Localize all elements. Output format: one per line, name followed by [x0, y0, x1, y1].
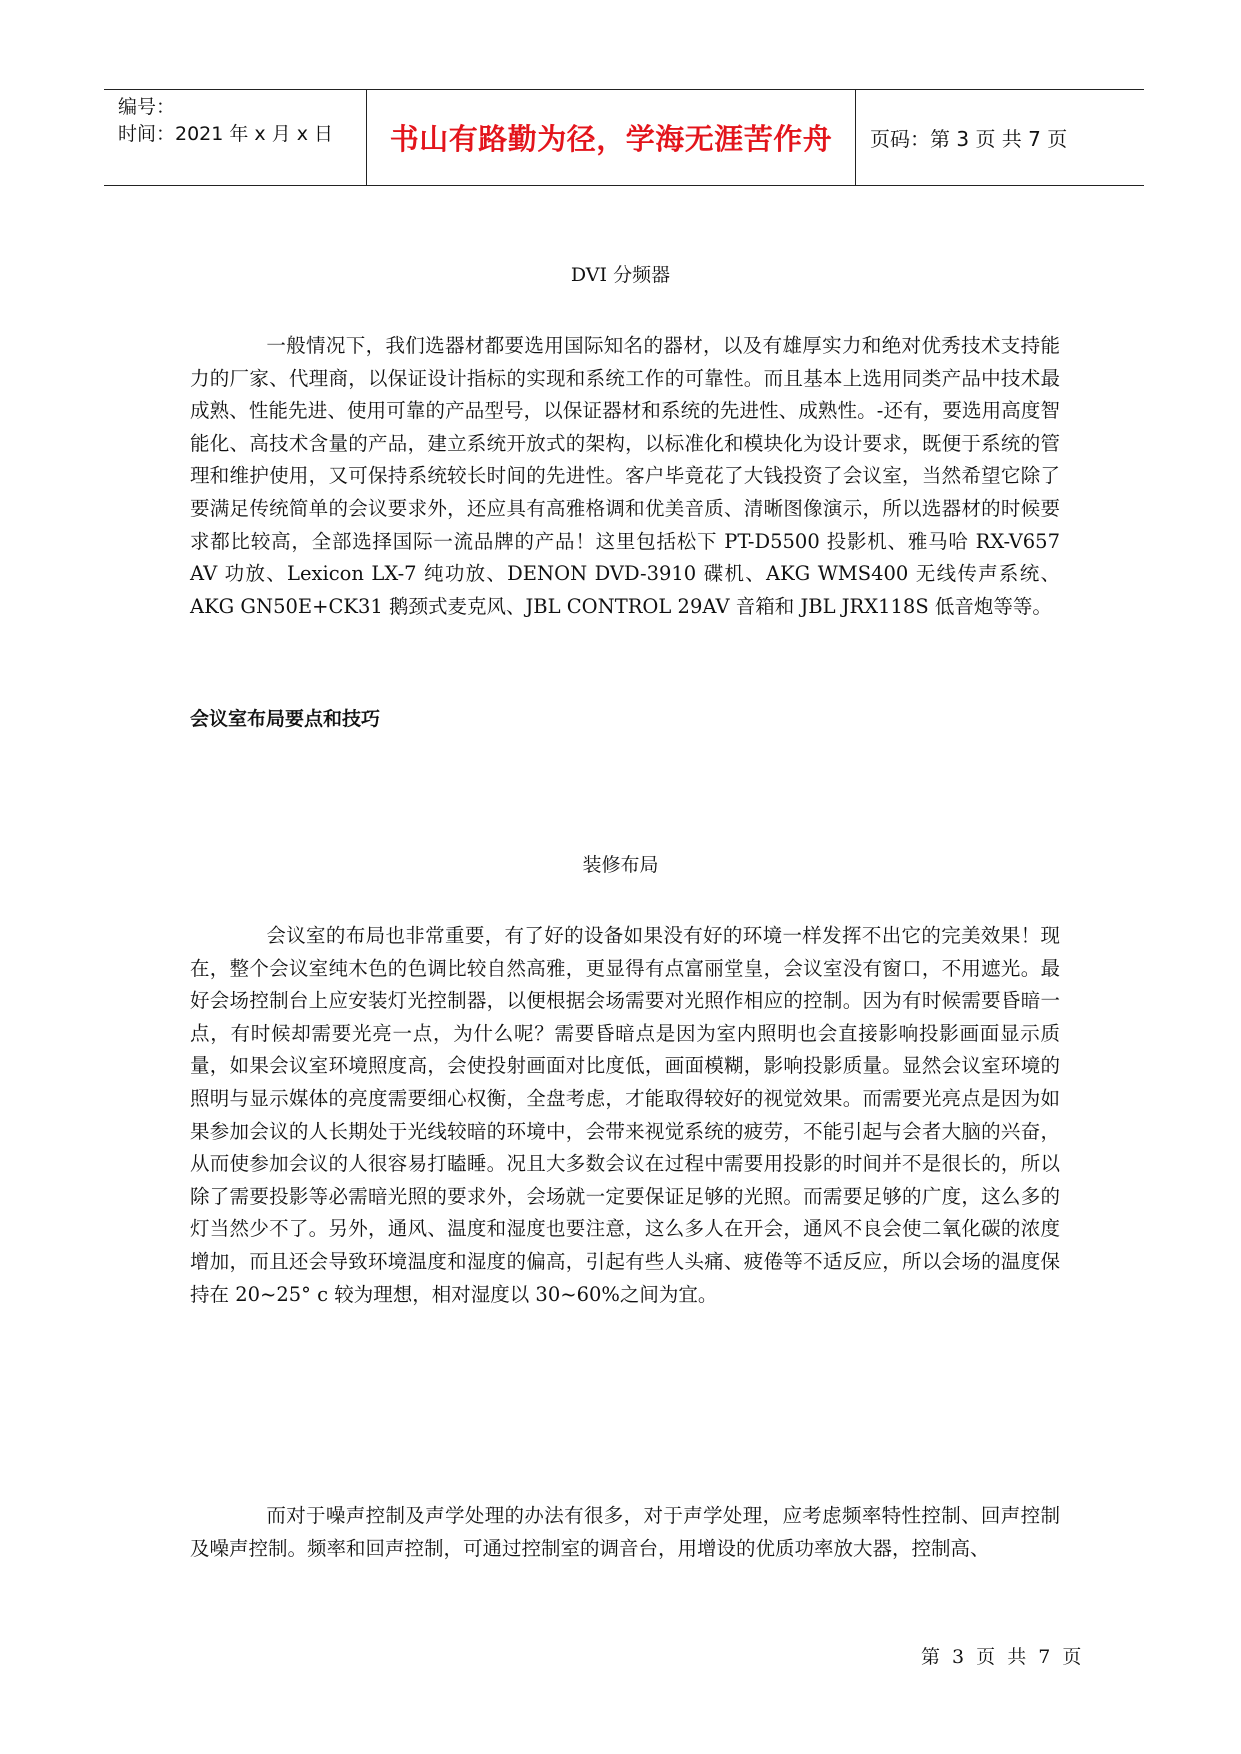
- document-header: [104, 89, 1144, 186]
- number-label: 编号：: [118, 96, 176, 118]
- paragraph-acoustics-text: 而对于噪声控制及声学处理的办法有很多，对于声学处理，应考虑频率特性控制、回声控制及噪声控制。频率和回声控制，可通过控制室的调音台，用增设的优质功率放大器，控制高、: [190, 1504, 1060, 1560]
- page-footer: 第 3 页 共 7 页: [921, 1646, 1082, 1668]
- decor-section-title: 装修布局: [582, 854, 659, 876]
- paragraph-equipment: [190, 330, 1060, 623]
- paragraph-acoustics: [190, 1500, 1060, 1565]
- paragraph-layout-text: 会议室的布局也非常重要，有了好的设备如果没有好的环境一样发挥不出它的完美效果！现在，整个会议室纯木色的色调比较自然高雅，更显得有点富丽堂皇，会议室没有窗口，不用遮光。最好会场控制台上应安装灯光控制器，以便根据会场需要对光照作相应的控制。因为有时候需要昏暗一点，有时候却需要光亮一点，为什么呢？需要昏暗点是因为室内照明也会直接影响投影画面显示质量，如果会议室环境照度高，会使投射画面对比度低，画面模糊，影响投影质量。显然会议室环境的照明与显示媒体的亮度需要细心权衡，全盘考虑，才能取得较好的视觉效果。而需要光亮点是因为如果参加会议的人长期处于光线较暗的环境中，会带来视觉系统的疲劳，不能引起与会者大脑的兴奋，从而使参加会议的人很容易打瞌睡。况且大多数会议在过程中需要用投影的时间并不是很长的，所以除了需要投影等必需暗光照的要求外，会场就一定要保证足够的光照。而需要足够的广度，这么多的灯当然少不了。另外，通风、温度和湿度也要注意，这么多人在开会，通风不良会使二氧化碳的浓度增加，而且还会导致环境温度和湿度的偏高，引起有些人头痛、疲倦等不适反应，所以会场的温度保持在 20~25° c 较为理想，相对湿度以 30~60%之间为宜。: [190, 924, 1060, 1306]
- time-label: 时间：2021 年 x 月 x 日: [118, 123, 334, 145]
- header-page-label: 页码：第 3 页 共 7 页: [870, 127, 1068, 151]
- paragraph-layout: [190, 920, 1060, 1311]
- dvi-section-title: DVI 分频器: [570, 264, 671, 286]
- section-heading: 会议室布局要点和技巧: [190, 708, 381, 730]
- header-meta: [104, 90, 367, 185]
- paragraph-equipment-text: 一般情况下，我们选器材都要选用国际知名的器材，以及有雄厚实力和绝对优秀技术支持能力的厂家、代理商，以保证设计指标的实现和系统工作的可靠性。而且基本上选用同类产品中技术最成熟、性能先进、使用可靠的产品型号，以保证器材和系统的先进性、成熟性。-还有，要选用高度智能化、高技术含量的产品，建立系统开放式的架构，以标准化和模块化为设计要求，既便于系统的管理和维护使用，又可保持系统较长时间的先进性。客户毕竟花了大钱投资了会议室，当然希望它除了要满足传统简单的会议要求外，还应具有高雅格调和优美音质、清晰图像演示，所以选器材的时候要求都比较高，全部选择国际一流品牌的产品！这里包括松下 PT-D5500 投影机、雅马哈 RX-V657 AV 功放、Lexicon LX-7 纯功放、DENON DVD-3910 碟机、AKG WMS400 无线传声系统、AKG GN50E+CK31 鹅颈式麦克风、JBL CONTROL 29AV 音箱和 JBL JRX118S 低音炮等等。: [190, 334, 1060, 618]
- header-motto: 书山有路勤为径，学海无涯苦作舟: [367, 90, 856, 185]
